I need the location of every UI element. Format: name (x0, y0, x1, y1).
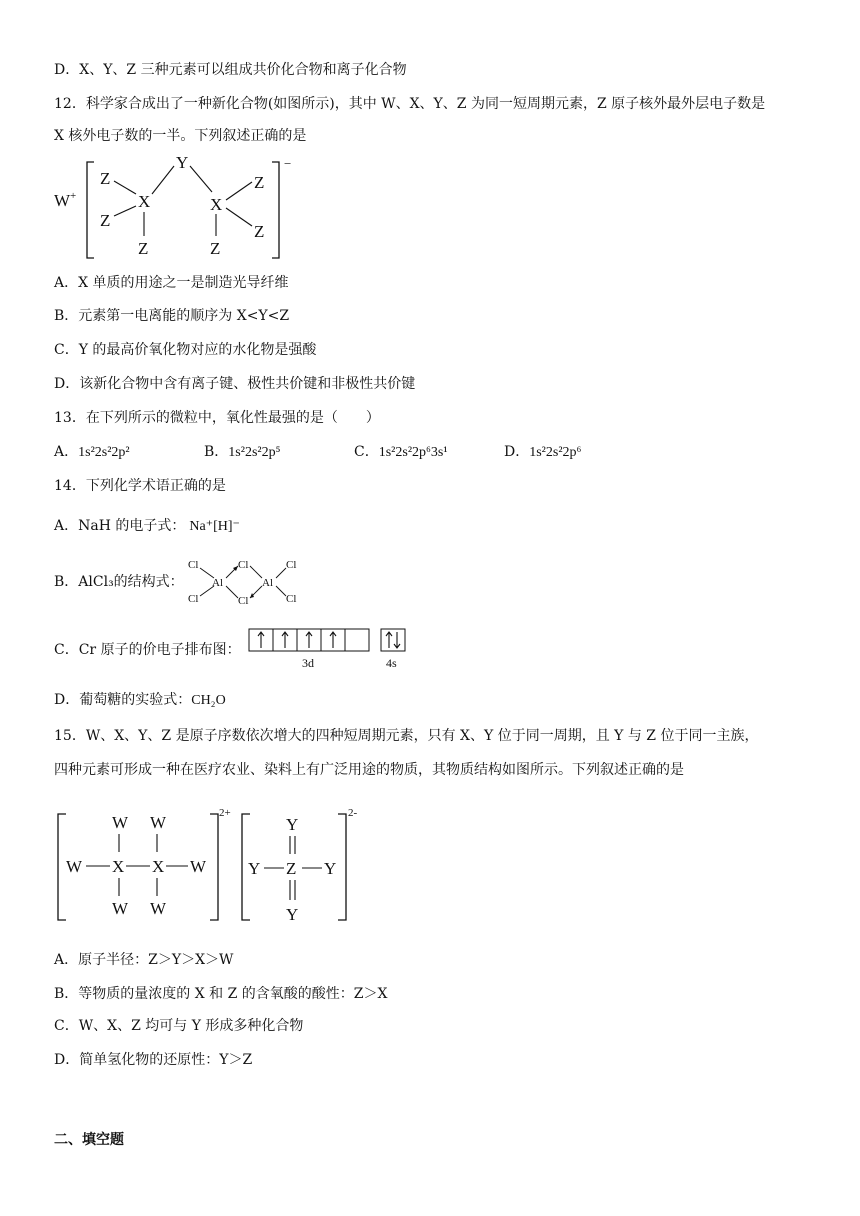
q15-cation-left-bracket (58, 814, 66, 920)
q15-option-a: A．原子半径：Z＞Y＞X＞W (54, 952, 234, 968)
q11-option-d: D．X、Y、Z 三种元素可以组成共价化合物和离子化合物 (54, 62, 407, 78)
q12-stem-line1: 12．科学家合成出了一种新化合物(如图所示)，其中 W、X、Y、Z 为同一短周期元素，Z 原子核外最外层电子数是 (54, 96, 766, 112)
svg-text:Y: Y (286, 815, 299, 834)
orbital-electrons-4s (386, 632, 400, 648)
orbital-box-4s (381, 629, 405, 651)
q12-anion-charge: − (284, 156, 292, 171)
q12-atom-z3: Z (138, 239, 149, 258)
q13-option-b (204, 442, 280, 463)
q15-anion-atoms (248, 815, 336, 924)
q13-option-d-config: 1s²2s²2p⁶ (529, 445, 582, 460)
svg-text:W: W (112, 813, 129, 832)
q14-nah-formula: Na⁺[H]⁻ (189, 519, 240, 534)
svg-text:Al: Al (262, 577, 273, 589)
svg-text:X: X (152, 857, 165, 876)
svg-text:Y: Y (324, 859, 337, 878)
q13-stem: 13．在下列所示的微粒中，氧化性最强的是（ ） (54, 410, 380, 426)
q12-stem-line2: X 核外电子数的一半。下列叙述正确的是 (54, 128, 307, 144)
q14-option-b-text: B．AlCl₃的结构式： (54, 574, 184, 590)
q12-bonds (114, 166, 252, 236)
section-title-fill-in: 二、填空题 (54, 1132, 124, 1148)
q15-structure-figure (54, 800, 374, 930)
q15-anion-right-bracket (338, 814, 346, 920)
q15-stem-line2: 四种元素可形成一种在医疗农业、染料上有广泛用途的物质，其物质结构如图所示。下列叙述正确的是 (54, 762, 684, 778)
q13-option-a (54, 442, 130, 463)
q12-left-bracket (87, 162, 94, 258)
q15-cation-charge: 2+ (219, 807, 231, 819)
q14-option-c-text: C．Cr 原子的价电子排布图： (54, 642, 241, 658)
svg-text:W: W (112, 899, 129, 918)
q12-option-a: A．X 单质的用途之一是制造光导纤维 (54, 275, 289, 291)
svg-text:Cl: Cl (188, 593, 199, 605)
q14-option-d (54, 690, 226, 711)
svg-text:Cl: Cl (188, 559, 199, 571)
svg-text:Z: Z (286, 859, 297, 878)
svg-text:X: X (112, 857, 125, 876)
q15-option-b: B．等物质的量浓度的 X 和 Z 的含氧酸的酸性：Z＞X (54, 986, 388, 1002)
q13-option-c (354, 442, 448, 463)
q15-option-d: D．简单氢化物的还原性：Y＞Z (54, 1052, 253, 1068)
q13-option-a-label: A． (54, 444, 79, 460)
q14-option-a-text: A．NaH 的电子式： (54, 518, 186, 534)
q12-atom-z2: Z (100, 211, 111, 230)
svg-text:W: W (150, 899, 167, 918)
q14-stem: 14．下列化学术语正确的是 (54, 478, 226, 494)
q13-option-d-label: D． (504, 444, 530, 460)
q12-option-c: C．Y 的最高价氧化物对应的水化物是强酸 (54, 342, 317, 358)
svg-text:Cl: Cl (286, 559, 297, 571)
q12-atom-x2: X (210, 195, 223, 214)
q13-option-c-label: C． (354, 444, 379, 460)
svg-text:Cl: Cl (238, 595, 249, 607)
orbital-label-3d: 3d (302, 656, 314, 670)
svg-text:W: W (150, 813, 167, 832)
q12-right-bracket (272, 162, 279, 258)
cr-valence-orbital-diagram (248, 628, 408, 672)
q13-option-a-config: 1s²2s²2p² (78, 445, 130, 460)
q14-glucose-formula: CH₂O (191, 693, 226, 708)
svg-text:Y: Y (286, 905, 299, 924)
q14-option-a (54, 516, 240, 537)
svg-text:Y: Y (248, 859, 261, 878)
svg-text:W: W (190, 857, 207, 876)
q12-option-d: D．该新化合物中含有离子键、极性共价键和非极性共价键 (54, 376, 416, 392)
q15-cation-bonds (86, 834, 188, 896)
q12-option-b: B．元素第一电离能的顺序为 X<Y<Z (54, 308, 290, 324)
q15-anion-charge: 2- (348, 807, 358, 819)
q14-option-d-text: D．葡萄糖的实验式： (54, 692, 192, 708)
q12-atom-x1: X (138, 192, 151, 211)
q12-atom-y: Y (176, 153, 189, 172)
q12-structure-figure (54, 150, 314, 268)
q13-option-b-label: B． (204, 444, 229, 460)
q15-option-c: C．W、X、Z 均可与 Y 形成多种化合物 (54, 1018, 304, 1034)
q12-cation-symbol: W+ (54, 190, 77, 210)
q12-atom-z1: Z (100, 169, 111, 188)
svg-text:Cl: Cl (286, 593, 297, 605)
q13-option-c-config: 1s²2s²2p⁶3s¹ (378, 445, 448, 460)
q13-option-d (504, 442, 581, 463)
q15-cation-right-bracket (210, 814, 218, 920)
alcl3-dimer-structure (186, 556, 316, 610)
q12-atom-z4: Z (254, 173, 265, 192)
svg-text:Al: Al (212, 577, 223, 589)
orbital-label-4s: 4s (386, 656, 397, 670)
q15-stem-line1: 15．W、X、Y、Z 是原子序数依次增大的四种短周期元素，只有 X、Y 位于同一周期，且 Y 与 Z 位于同一主族， (54, 728, 759, 744)
q12-atom-z5: Z (254, 222, 265, 241)
svg-text:Cl: Cl (238, 559, 249, 571)
svg-text:W: W (66, 857, 83, 876)
q12-atom-z6: Z (210, 239, 221, 258)
q13-option-b-config: 1s²2s²2p⁵ (228, 445, 281, 460)
